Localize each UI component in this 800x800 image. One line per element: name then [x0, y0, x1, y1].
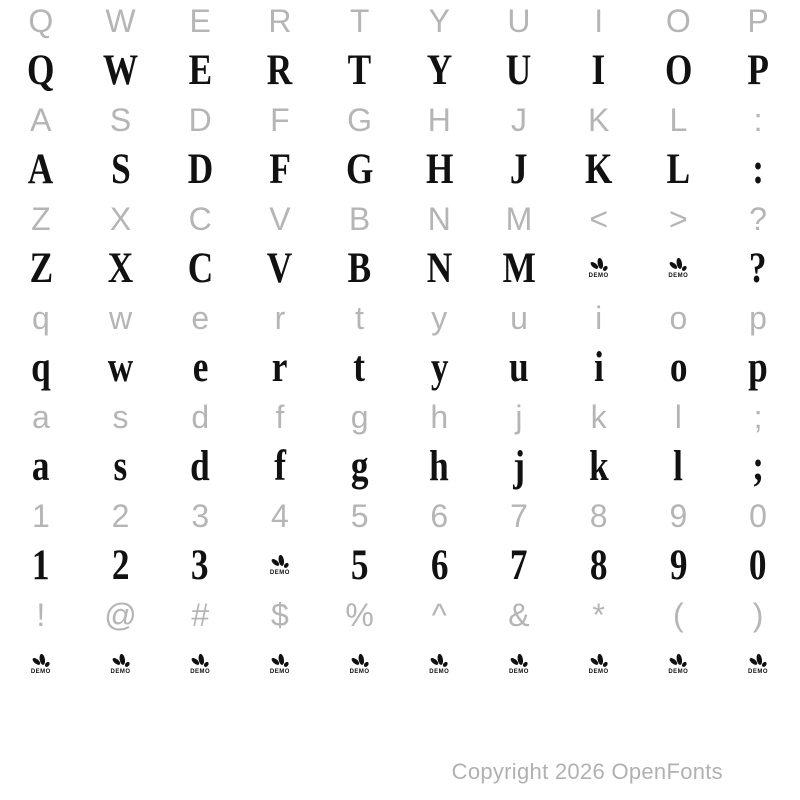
reference-character-cell: S: [109, 102, 132, 138]
demo-character: T: [347, 47, 372, 94]
demo-character: 3: [191, 542, 210, 589]
reference-character-cell: p: [749, 300, 767, 336]
demo-glyph-stack: [748, 654, 768, 675]
demo-character: 7: [510, 542, 528, 589]
demo-character-cell: [718, 441, 798, 492]
demo-character: P: [747, 47, 769, 94]
reference-character-cell: u: [510, 300, 528, 336]
reference-character-cell: K: [587, 102, 610, 138]
reference-character-cell: W: [105, 3, 136, 39]
reference-character-cell: 2: [111, 498, 130, 534]
demo-character-cell: [320, 243, 400, 294]
reference-character-cell: F: [270, 102, 290, 138]
fleuron-icon: [748, 654, 768, 668]
reference-character-cell: V: [269, 201, 291, 237]
demo-glyph-stack: [270, 654, 290, 675]
reference-character-cell: j: [515, 399, 523, 435]
demo-font-row: [1, 243, 799, 294]
demo-glyph-stack: [668, 654, 688, 675]
demo-character-cell: [718, 45, 798, 96]
reference-character-cell: a: [31, 399, 50, 435]
demo-character: o: [669, 344, 688, 391]
demo-character: p: [748, 344, 768, 391]
demo-character-cell: [639, 342, 719, 393]
reference-character-cell: X: [109, 201, 132, 237]
demo-character-cell: [479, 144, 559, 195]
reference-character-cell: s: [112, 399, 129, 435]
reference-character-cell: H: [427, 102, 451, 138]
demo-character-cell: [1, 144, 81, 195]
demo-character: C: [187, 245, 213, 292]
demo-character: 6: [430, 542, 449, 589]
fleuron-icon: [668, 654, 688, 668]
demo-character: r: [272, 344, 288, 391]
fleuron-icon: [350, 654, 370, 668]
demo-character: Z: [29, 245, 53, 292]
demo-character-cell: [160, 144, 240, 195]
demo-character: L: [666, 146, 691, 193]
fleuron-icon: [31, 654, 51, 668]
demo-placeholder-glyph: [240, 540, 320, 591]
reference-character-cell: i: [595, 300, 603, 336]
demo-character-cell: [559, 342, 639, 393]
demo-character: F: [269, 146, 291, 193]
demo-glyph-label: DEMO: [588, 669, 609, 675]
reference-character-cell: 0: [749, 498, 767, 534]
reference-character-cell: 3: [191, 498, 210, 534]
reference-character-cell: !: [36, 597, 46, 633]
demo-character: 9: [669, 542, 688, 589]
demo-placeholder-glyph: [559, 639, 639, 690]
demo-character-cell: [1, 342, 81, 393]
demo-glyph-label: DEMO: [668, 669, 689, 675]
demo-character-cell: [479, 243, 559, 294]
demo-glyph-label: DEMO: [349, 669, 370, 675]
demo-character-cell: [559, 144, 639, 195]
demo-character-cell: [81, 540, 161, 591]
demo-placeholder-glyph: [399, 639, 479, 690]
reference-character-cell: >: [669, 201, 688, 237]
reference-character-cell: N: [427, 201, 451, 237]
demo-character: 5: [350, 542, 369, 589]
fleuron-icon: [429, 654, 449, 668]
reference-character-cell: (: [673, 597, 684, 633]
reference-character-cell: :: [753, 102, 763, 138]
demo-character: D: [187, 146, 213, 193]
demo-character-cell: [160, 441, 240, 492]
reference-font-row: [1, 294, 799, 342]
reference-character-cell: E: [189, 3, 211, 39]
demo-character-cell: [320, 45, 400, 96]
demo-glyph-label: DEMO: [668, 273, 689, 279]
demo-character: 8: [589, 542, 608, 589]
reference-character-cell: ?: [749, 201, 767, 237]
fleuron-icon: [509, 654, 529, 668]
reference-character-cell: <: [589, 201, 608, 237]
reference-character-cell: P: [747, 3, 769, 39]
demo-character: X: [107, 245, 134, 292]
demo-character-cell: [559, 441, 639, 492]
copyright-text: Copyright 2026 OpenFonts: [451, 759, 723, 784]
demo-character-cell: [1, 45, 81, 96]
reference-character-cell: o: [669, 300, 688, 336]
reference-character-cell: d: [191, 399, 210, 435]
reference-font-row: [1, 195, 799, 243]
reference-character-cell: q: [31, 300, 50, 336]
demo-character-cell: [81, 45, 161, 96]
demo-character-cell: [320, 342, 400, 393]
demo-placeholder-glyph: [1, 639, 81, 690]
reference-character-cell: l: [674, 399, 682, 435]
reference-character-cell: O: [665, 3, 691, 39]
demo-character: Y: [426, 47, 453, 94]
reference-character-cell: 4: [271, 498, 289, 534]
demo-character-cell: [718, 144, 798, 195]
demo-character: ;: [752, 443, 764, 490]
reference-character-cell: 1: [31, 498, 50, 534]
demo-character-cell: [639, 540, 719, 591]
demo-character: E: [188, 47, 212, 94]
fleuron-icon: [190, 654, 210, 668]
demo-placeholder-glyph: [639, 243, 719, 294]
demo-character: q: [31, 344, 51, 391]
demo-character: J: [510, 146, 528, 193]
demo-placeholder-glyph: [718, 639, 798, 690]
demo-glyph-stack: [190, 654, 210, 675]
reference-character-cell: &: [508, 597, 530, 633]
demo-glyph-stack: [31, 654, 51, 675]
reference-character-cell: *: [592, 597, 605, 633]
demo-character-cell: [399, 540, 479, 591]
demo-character-cell: [240, 243, 320, 294]
demo-character-cell: [718, 342, 798, 393]
demo-placeholder-glyph: [81, 639, 161, 690]
demo-character: I: [591, 47, 606, 94]
demo-character: M: [502, 245, 536, 292]
demo-placeholder-glyph: [479, 639, 559, 690]
demo-character: R: [267, 47, 293, 94]
demo-character-cell: [718, 243, 798, 294]
demo-font-row: [1, 441, 799, 492]
reference-character-cell: T: [349, 3, 370, 39]
reference-character-cell: ^: [431, 597, 447, 633]
reference-font-row: [1, 96, 799, 144]
demo-placeholder-glyph: [320, 639, 400, 690]
demo-character-cell: [240, 441, 320, 492]
reference-character-cell: $: [271, 597, 289, 633]
demo-font-row: [1, 144, 799, 195]
demo-character: W: [102, 47, 139, 94]
demo-character-cell: [160, 243, 240, 294]
demo-character-cell: [639, 45, 719, 96]
demo-glyph-label: DEMO: [269, 669, 290, 675]
demo-character-cell: [81, 144, 161, 195]
reference-character-cell: r: [274, 300, 286, 336]
demo-character-cell: [240, 342, 320, 393]
demo-glyph-stack: [589, 654, 609, 675]
demo-character: H: [425, 146, 453, 193]
demo-character: B: [347, 245, 372, 292]
demo-character: k: [588, 443, 609, 490]
demo-character-cell: [639, 144, 719, 195]
demo-placeholder-glyph: [559, 243, 639, 294]
demo-glyph-label: DEMO: [110, 669, 131, 675]
demo-glyph-stack: [350, 654, 370, 675]
demo-character-cell: [81, 441, 161, 492]
demo-glyph-stack: [429, 654, 449, 675]
reference-character-cell: Q: [28, 3, 54, 39]
fleuron-icon: [589, 654, 609, 668]
demo-character: S: [110, 146, 131, 193]
demo-character-cell: [160, 45, 240, 96]
demo-character: A: [28, 146, 54, 193]
demo-character: 1: [32, 542, 50, 589]
fleuron-icon: [668, 258, 688, 272]
demo-character: U: [506, 47, 532, 94]
demo-character-cell: [1, 441, 81, 492]
demo-character: s: [113, 443, 128, 490]
demo-character: d: [190, 443, 211, 490]
character-grid: [1, 0, 799, 690]
demo-character: ?: [749, 245, 767, 292]
demo-character: a: [32, 443, 50, 490]
reference-character-cell: Y: [428, 3, 450, 39]
demo-font-row: [1, 540, 799, 591]
reference-character-cell: ;: [753, 399, 763, 435]
reference-character-cell: h: [430, 399, 449, 435]
reference-character-cell: #: [191, 597, 210, 633]
demo-glyph-label: DEMO: [30, 669, 51, 675]
demo-character: j: [513, 443, 525, 490]
demo-character-cell: [320, 144, 400, 195]
reference-font-row: [1, 0, 799, 45]
demo-character: i: [593, 344, 604, 391]
demo-character-cell: [479, 441, 559, 492]
demo-character: e: [192, 344, 209, 391]
fleuron-icon: [270, 555, 290, 569]
demo-glyph-stack: [111, 654, 131, 675]
demo-glyph-stack: [668, 258, 688, 279]
reference-character-cell: L: [669, 102, 688, 138]
reference-character-cell: 8: [589, 498, 608, 534]
demo-character: 0: [749, 542, 767, 589]
reference-character-cell: %: [345, 597, 374, 633]
reference-character-cell: U: [507, 3, 531, 39]
demo-font-row: [1, 45, 799, 96]
reference-character-cell: k: [590, 399, 607, 435]
demo-character: u: [509, 344, 529, 391]
demo-character: l: [673, 443, 684, 490]
demo-font-row: [1, 639, 799, 690]
reference-font-row: [1, 492, 799, 540]
demo-character-cell: [479, 342, 559, 393]
demo-glyph-label: DEMO: [588, 273, 609, 279]
reference-character-cell: C: [188, 201, 212, 237]
demo-character-cell: [639, 441, 719, 492]
demo-character-cell: [240, 144, 320, 195]
demo-character: 2: [111, 542, 130, 589]
reference-character-cell: M: [505, 201, 533, 237]
demo-character-cell: [399, 441, 479, 492]
demo-character: K: [584, 146, 613, 193]
demo-character-cell: [399, 342, 479, 393]
demo-character: w: [107, 344, 134, 391]
demo-character-cell: [240, 45, 320, 96]
demo-character-cell: [1, 540, 81, 591]
fleuron-icon: [111, 654, 131, 668]
reference-character-cell: J: [510, 102, 527, 138]
demo-character: t: [353, 344, 366, 391]
demo-character-cell: [320, 441, 400, 492]
reference-font-row: [1, 591, 799, 639]
demo-character-cell: [399, 45, 479, 96]
fleuron-icon: [270, 654, 290, 668]
demo-character: N: [426, 245, 453, 292]
demo-glyph-label: DEMO: [748, 669, 769, 675]
demo-glyph-stack: [270, 555, 290, 576]
demo-character: G: [345, 146, 374, 193]
demo-font-row: [1, 342, 799, 393]
reference-character-cell: R: [268, 3, 292, 39]
demo-character: O: [664, 47, 693, 94]
demo-character-cell: [160, 540, 240, 591]
demo-character: g: [350, 443, 369, 490]
demo-glyph-label: DEMO: [508, 669, 529, 675]
reference-character-cell: B: [348, 201, 371, 237]
demo-character-cell: [479, 540, 559, 591]
reference-character-cell: ): [752, 597, 764, 633]
demo-character: :: [752, 146, 764, 193]
reference-character-cell: I: [594, 3, 604, 39]
reference-character-cell: Z: [31, 201, 51, 237]
demo-placeholder-glyph: [240, 639, 320, 690]
demo-character: h: [429, 443, 450, 490]
demo-placeholder-glyph: [160, 639, 240, 690]
demo-placeholder-glyph: [639, 639, 719, 690]
demo-character-cell: [160, 342, 240, 393]
reference-character-cell: A: [30, 102, 52, 138]
reference-character-cell: G: [347, 102, 373, 138]
reference-character-cell: e: [191, 300, 210, 336]
demo-character-cell: [479, 45, 559, 96]
demo-character: V: [267, 245, 293, 292]
reference-character-cell: w: [108, 300, 133, 336]
reference-font-row: [1, 393, 799, 441]
reference-character-cell: 5: [350, 498, 369, 534]
reference-character-cell: y: [431, 300, 448, 336]
reference-character-cell: 6: [430, 498, 449, 534]
demo-glyph-stack: [589, 258, 609, 279]
demo-glyph-label: DEMO: [269, 570, 290, 576]
demo-glyph-stack: [509, 654, 529, 675]
demo-character-cell: [81, 342, 161, 393]
demo-character-cell: [559, 540, 639, 591]
reference-character-cell: f: [275, 399, 285, 435]
reference-character-cell: 9: [669, 498, 688, 534]
demo-character-cell: [718, 540, 798, 591]
reference-character-cell: @: [104, 597, 137, 633]
reference-character-cell: g: [350, 399, 369, 435]
demo-character-cell: [559, 45, 639, 96]
reference-character-cell: t: [355, 300, 365, 336]
demo-glyph-label: DEMO: [429, 669, 450, 675]
demo-character-cell: [81, 243, 161, 294]
demo-character-cell: [320, 540, 400, 591]
demo-character: f: [274, 443, 286, 490]
demo-glyph-label: DEMO: [190, 669, 211, 675]
demo-character-cell: [1, 243, 81, 294]
fleuron-icon: [589, 258, 609, 272]
demo-character-cell: [399, 243, 479, 294]
demo-character-cell: [399, 144, 479, 195]
reference-character-cell: 7: [510, 498, 528, 534]
demo-character: Q: [27, 47, 55, 94]
reference-character-cell: D: [188, 102, 212, 138]
demo-character: y: [430, 344, 449, 391]
